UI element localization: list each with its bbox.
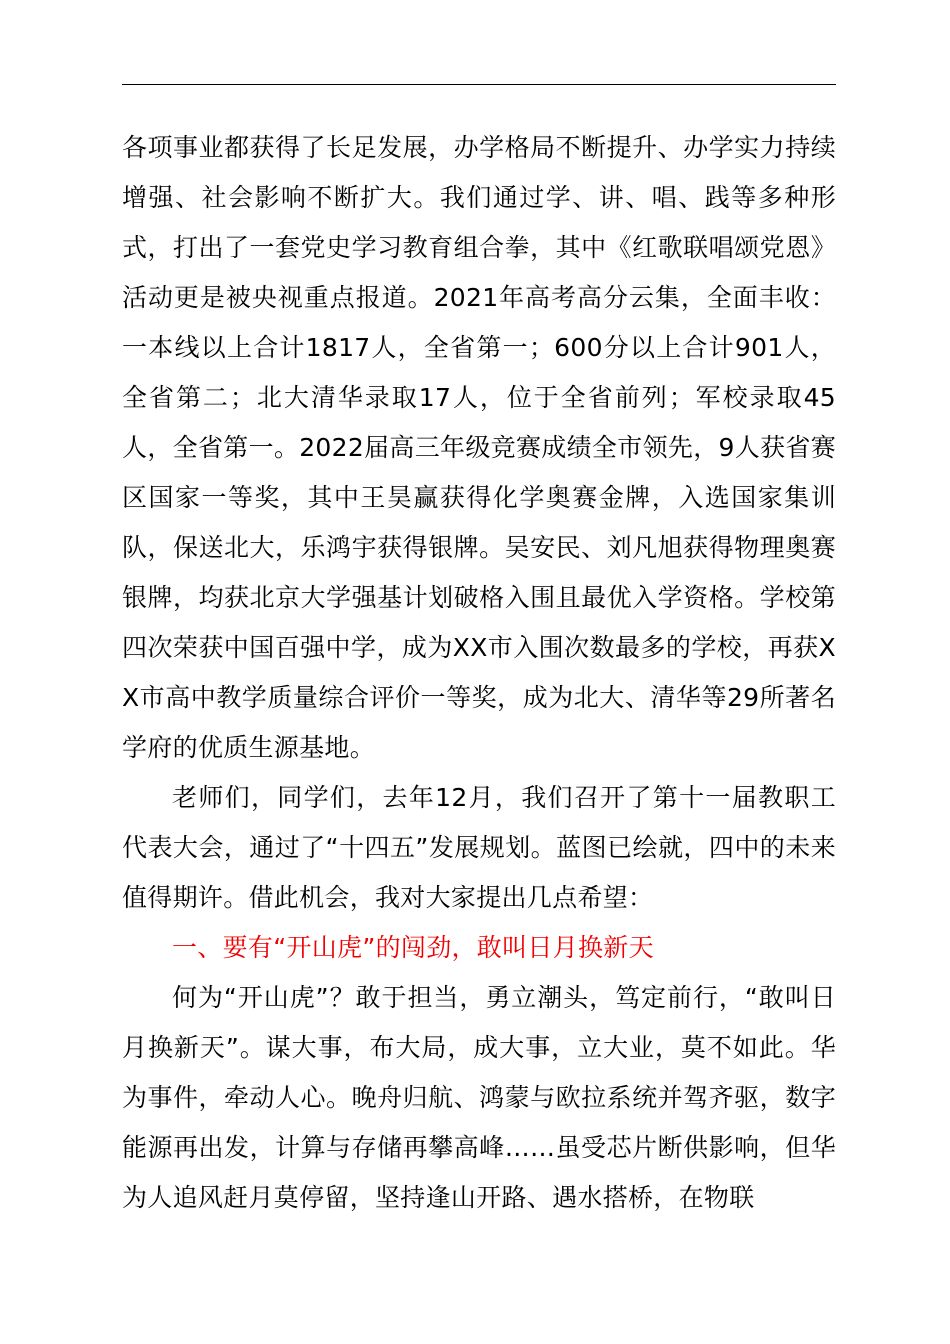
paragraph-congress: 老师们，同学们，去年12月，我们召开了第十一届教职工代表大会，通过了“十四五”发展规划。蓝图已绘就，四中的未来值得期许。借此机会，我对大家提出几点希望： xyxy=(122,783,836,912)
paragraph-pioneer: 何为“开山虎”？敢于担当，勇立潮头，笃定前行，“敢叫日月换新天”。谋大事，布大局，成大事，立大业，莫不如此。华为事件，牵动人心。晚舟归航、鸿蒙与欧拉系统并驾齐驱，数字能源再出发，计算与存储再攀高峰……虽受芯片断供影响，但华为人追风赶月莫停留，坚持逢山开路、遇水搭桥，在物联 xyxy=(122,983,836,1212)
body-text xyxy=(122,123,836,1223)
header-rule xyxy=(122,84,836,85)
section-heading-1: 一、要有“开山虎”的闯劲，敢叫日月换新天 xyxy=(172,933,654,962)
paragraph-achievements: 各项事业都获得了长足发展，办学格局不断提升、办学实力持续增强、社会影响不断扩大。我们通过学、讲、唱、践等多种形式，打出了一套党史学习教育组合拳，其中《红歌联唱颂党恩》活动更是被央视重点报道。2021年高考高分云集，全面丰收：一本线以上合计1817人，全省第一；600分以上合计901人，全省第二；北大清华录取17人，位于全省前列；军校录取45人，全省第一。2022届高三年级竞赛成绩全市领先，9人获省赛区国家一等奖，其中王昊赢获得化学奥赛金牌，入选国家集训队，保送北大，乐鸿宇获得银牌。吴安民、刘凡旭获得物理奥赛银牌，均获北京大学强基计划破格入围且最优入学资格。学校第四次荣获中国百强中学，成为XX市入围次数最多的学校，再获XX市高中教学质量综合评价一等奖，成为北大、清华等29所著名学府的优质生源基地。 xyxy=(122,133,836,762)
